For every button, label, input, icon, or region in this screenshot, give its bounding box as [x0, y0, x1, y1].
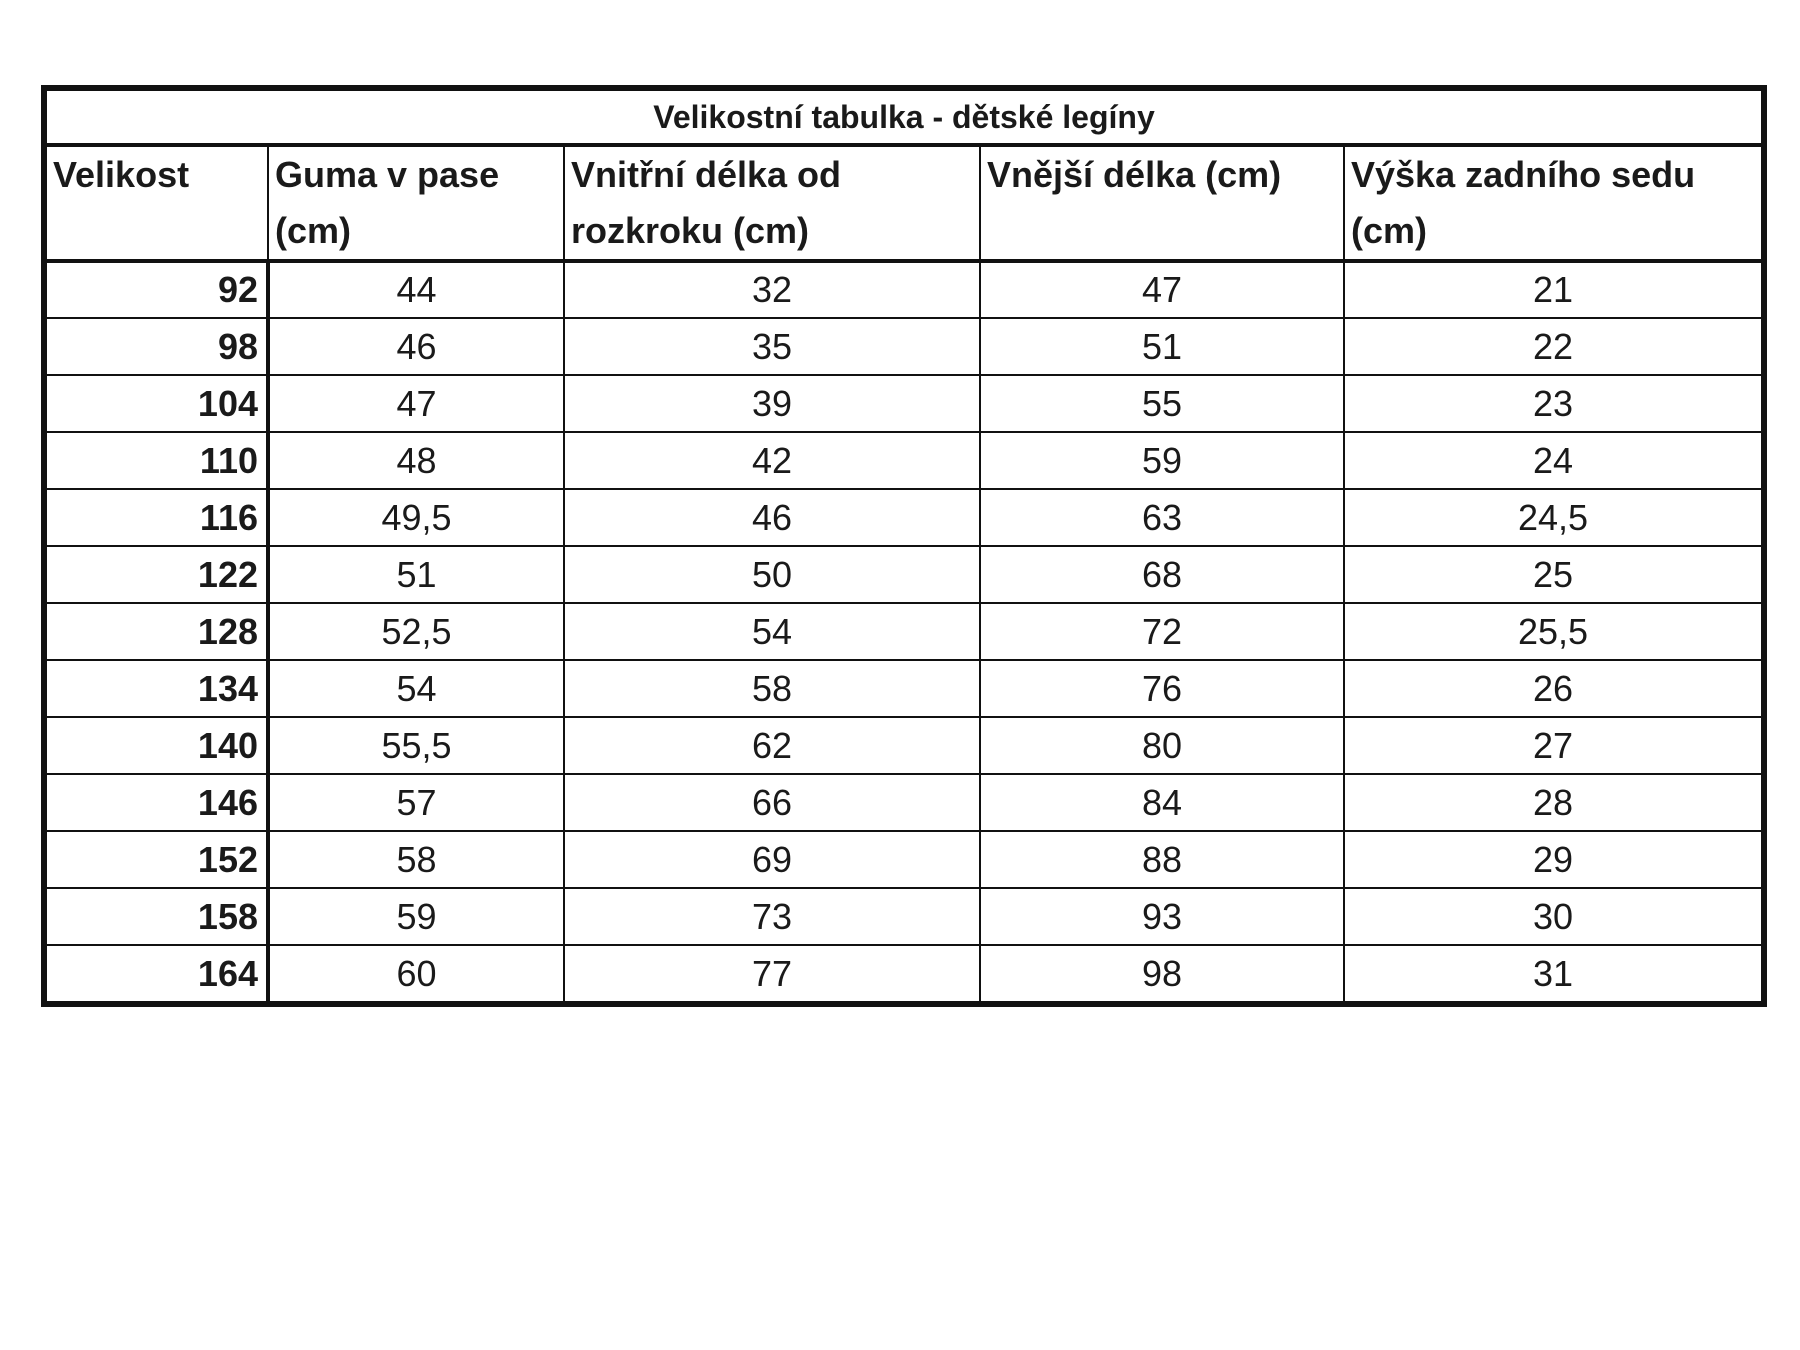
cell-rise: 30	[1344, 888, 1762, 945]
table-row	[46, 432, 1762, 489]
cell-waist: 47	[268, 375, 564, 432]
table-row	[46, 261, 1762, 318]
table-body	[46, 261, 1762, 1002]
cell-inseam: 39	[564, 375, 980, 432]
header-inseam: Vnitřní délka od rozkroku (cm)	[564, 145, 980, 261]
header-rise: Výška zadního sedu (cm)	[1344, 145, 1762, 261]
cell-inseam: 58	[564, 660, 980, 717]
cell-rise: 31	[1344, 945, 1762, 1002]
cell-size: 158	[46, 888, 268, 945]
size-chart	[41, 85, 1767, 1007]
cell-waist: 58	[268, 831, 564, 888]
cell-rise: 23	[1344, 375, 1762, 432]
cell-size: 164	[46, 945, 268, 1002]
table-row	[46, 603, 1762, 660]
cell-outseam: 80	[980, 717, 1344, 774]
table-row	[46, 945, 1762, 1002]
cell-outseam: 84	[980, 774, 1344, 831]
cell-rise: 22	[1344, 318, 1762, 375]
cell-inseam: 32	[564, 261, 980, 318]
cell-outseam: 93	[980, 888, 1344, 945]
table-row	[46, 318, 1762, 375]
cell-outseam: 68	[980, 546, 1344, 603]
table-row	[46, 774, 1762, 831]
table-row	[46, 831, 1762, 888]
cell-inseam: 62	[564, 717, 980, 774]
table-row	[46, 489, 1762, 546]
cell-rise: 21	[1344, 261, 1762, 318]
cell-inseam: 50	[564, 546, 980, 603]
cell-size: 104	[46, 375, 268, 432]
cell-waist: 51	[268, 546, 564, 603]
cell-waist: 54	[268, 660, 564, 717]
table-row	[46, 375, 1762, 432]
cell-outseam: 51	[980, 318, 1344, 375]
cell-outseam: 88	[980, 831, 1344, 888]
cell-waist: 49,5	[268, 489, 564, 546]
table-row	[46, 546, 1762, 603]
cell-inseam: 35	[564, 318, 980, 375]
cell-outseam: 63	[980, 489, 1344, 546]
cell-waist: 48	[268, 432, 564, 489]
cell-waist: 44	[268, 261, 564, 318]
cell-waist: 46	[268, 318, 564, 375]
cell-rise: 28	[1344, 774, 1762, 831]
table-row	[46, 660, 1762, 717]
cell-outseam: 55	[980, 375, 1344, 432]
cell-size: 128	[46, 603, 268, 660]
cell-rise: 26	[1344, 660, 1762, 717]
table-title: Velikostní tabulka - dětské legíny	[46, 90, 1762, 145]
cell-outseam: 47	[980, 261, 1344, 318]
cell-rise: 24	[1344, 432, 1762, 489]
cell-outseam: 98	[980, 945, 1344, 1002]
cell-inseam: 73	[564, 888, 980, 945]
header-waist: Guma v pase (cm)	[268, 145, 564, 261]
cell-size: 140	[46, 717, 268, 774]
cell-waist: 55,5	[268, 717, 564, 774]
cell-inseam: 42	[564, 432, 980, 489]
cell-size: 122	[46, 546, 268, 603]
size-table	[45, 89, 1763, 1003]
cell-size: 92	[46, 261, 268, 318]
cell-size: 134	[46, 660, 268, 717]
cell-inseam: 69	[564, 831, 980, 888]
cell-rise: 27	[1344, 717, 1762, 774]
cell-waist: 52,5	[268, 603, 564, 660]
cell-size: 110	[46, 432, 268, 489]
cell-outseam: 72	[980, 603, 1344, 660]
cell-waist: 59	[268, 888, 564, 945]
cell-size: 152	[46, 831, 268, 888]
cell-size: 146	[46, 774, 268, 831]
cell-inseam: 54	[564, 603, 980, 660]
table-row	[46, 717, 1762, 774]
cell-size: 116	[46, 489, 268, 546]
cell-inseam: 46	[564, 489, 980, 546]
header-size: Velikost	[46, 145, 268, 261]
cell-waist: 57	[268, 774, 564, 831]
cell-outseam: 59	[980, 432, 1344, 489]
cell-rise: 25,5	[1344, 603, 1762, 660]
cell-inseam: 77	[564, 945, 980, 1002]
cell-inseam: 66	[564, 774, 980, 831]
cell-size: 98	[46, 318, 268, 375]
cell-rise: 29	[1344, 831, 1762, 888]
table-row	[46, 888, 1762, 945]
cell-outseam: 76	[980, 660, 1344, 717]
cell-rise: 25	[1344, 546, 1762, 603]
header-outseam: Vnější délka (cm)	[980, 145, 1344, 261]
cell-waist: 60	[268, 945, 564, 1002]
cell-rise: 24,5	[1344, 489, 1762, 546]
